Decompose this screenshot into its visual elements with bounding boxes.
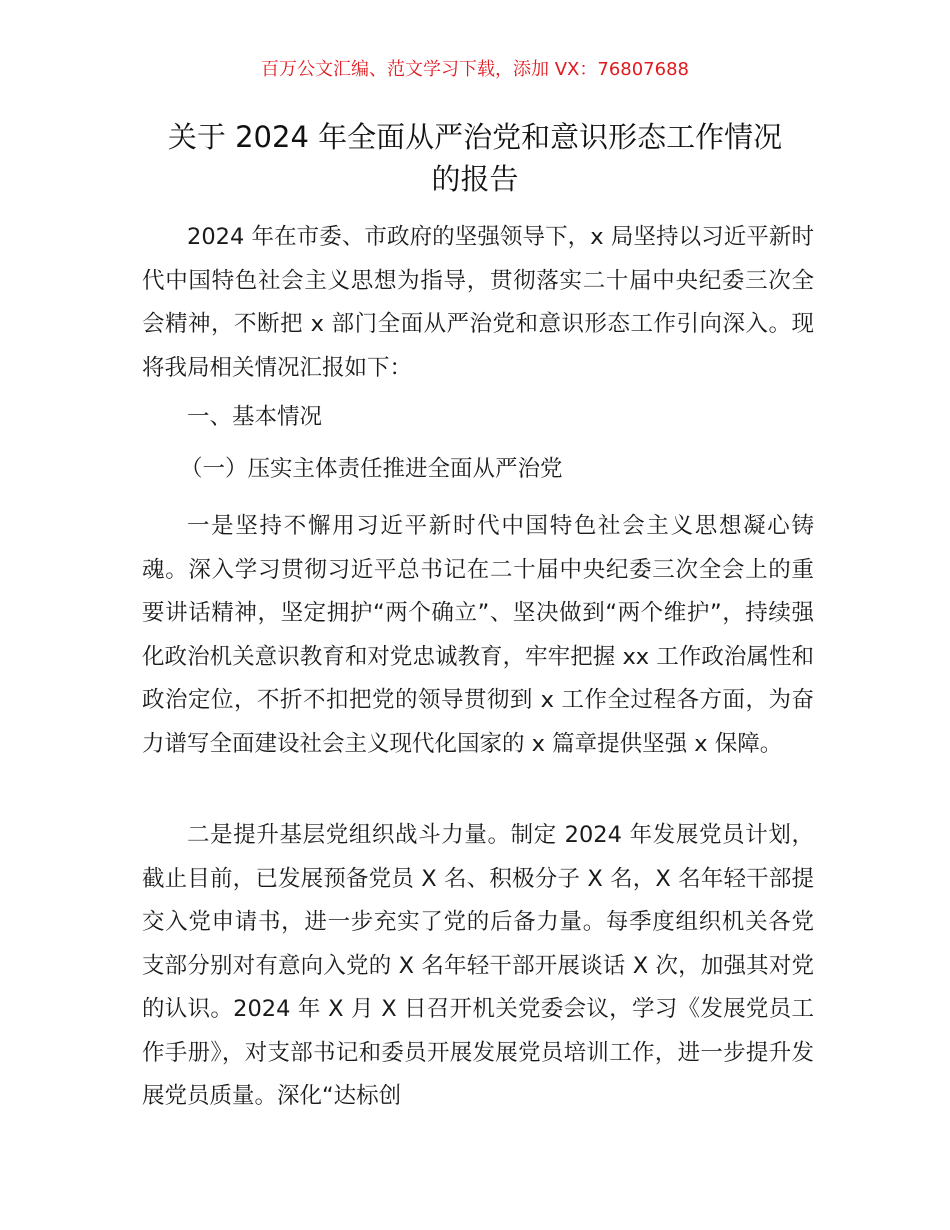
intro-paragraph: 2024 年在市委、市政府的坚强领导下，x 局坚持以习近平新时代中国特色社会主义思想为指导，贯彻落实二十届中央纪委三次全会精神，不断把 x 部门全面从严治党和意识形态工作引向深入。现将我局相关情况汇报如下： — [142, 224, 814, 381]
paragraph-point-one: 一是坚持不懈用习近平新时代中国特色社会主义思想凝心铸魂。深入学习贯彻习近平总书记在二十届中央纪委三次全会上的重要讲话精神，坚定拥护“两个确立”、坚决做到“两个维护”，持续强化政治机关意识教育和对党忠诚教育，牢牢把握 xx 工作政治属性和政治定位，不折不扣把党的领导贯彻到 x 工作全过程各方面，为奋力谱写全面建设社会主义现代化国家的 x 篇章提供坚强 x 保障。 — [142, 513, 814, 757]
document-title — [100, 116, 850, 200]
title-line-2: 的报告 — [431, 162, 519, 196]
title-line-1: 关于 2024 年全面从严治党和意识形态工作情况 — [167, 120, 783, 154]
section-heading-basic-situation: 一、基本情况 — [187, 404, 323, 430]
subsection-heading-responsibility: （一）压实主体责任推进全面从严治党 — [180, 456, 563, 482]
paragraph-point-two: 二是提升基层党组织战斗力量。制定 2024 年发展党员计划，截止目前，已发展预备党员 X 名、积极分子 X 名，X 名年轻干部提交入党申请书，进一步充实了党的后备力量。每季度组织机关各党支部分别对有意向入党的 X 名年轻干部开展谈话 X 次，加强其对党的认识。2024 年 X 月 X 日召开机关党委会议，学习《发展党员工作手册》，对支部书记和委员开展发展党员培训工作，进一步提升发展党员质量。深化“达标创 — [142, 822, 814, 1109]
header-promo-note: 百万公文汇编、范文学习下载，添加 VX：76807688 — [261, 59, 689, 80]
